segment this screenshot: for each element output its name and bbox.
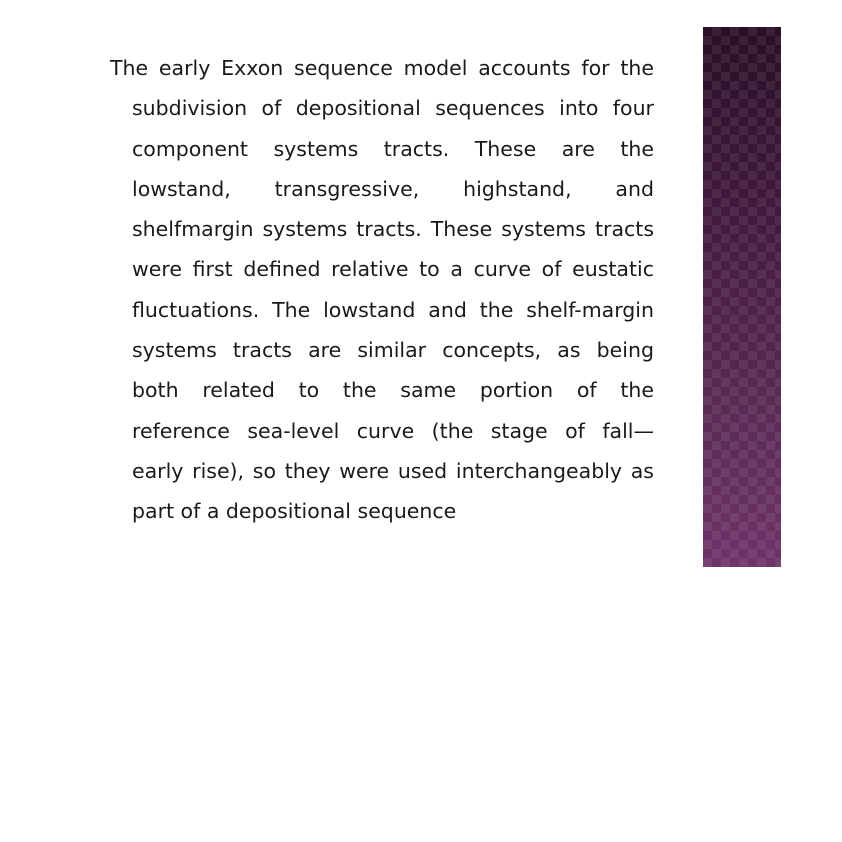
paragraph-line-5: shelfmargin systems tracts. These systems tracts [132,217,654,242]
body-paragraph [110,48,654,532]
paragraph-line-10: reference sea-level curve (the stage of fall— [132,418,654,443]
decorative-accent-bar [703,27,781,567]
paragraph-line-7: fluctuations. The lowstand and the shelf-margin [132,297,654,322]
paragraph-line-2: subdivision of depositional sequences into four [132,96,654,121]
paragraph-line-8: systems tracts are similar concepts, as being [132,338,654,363]
paragraph-line-6: were first defined relative to a curve of eustatic [132,257,654,282]
paragraph-line-9: both related to the same portion of the [132,378,654,403]
paragraph-line-3: component systems tracts. These are the [132,136,654,161]
paragraph-line-4: lowstand, transgressive, highstand, and [132,176,654,201]
paragraph-line-11: early rise), so they were used interchangeably as [132,458,654,483]
paragraph-line-1: The early Exxon sequence model accounts for the [110,56,654,80]
paragraph-line-12: part of a depositional sequence [132,499,457,524]
